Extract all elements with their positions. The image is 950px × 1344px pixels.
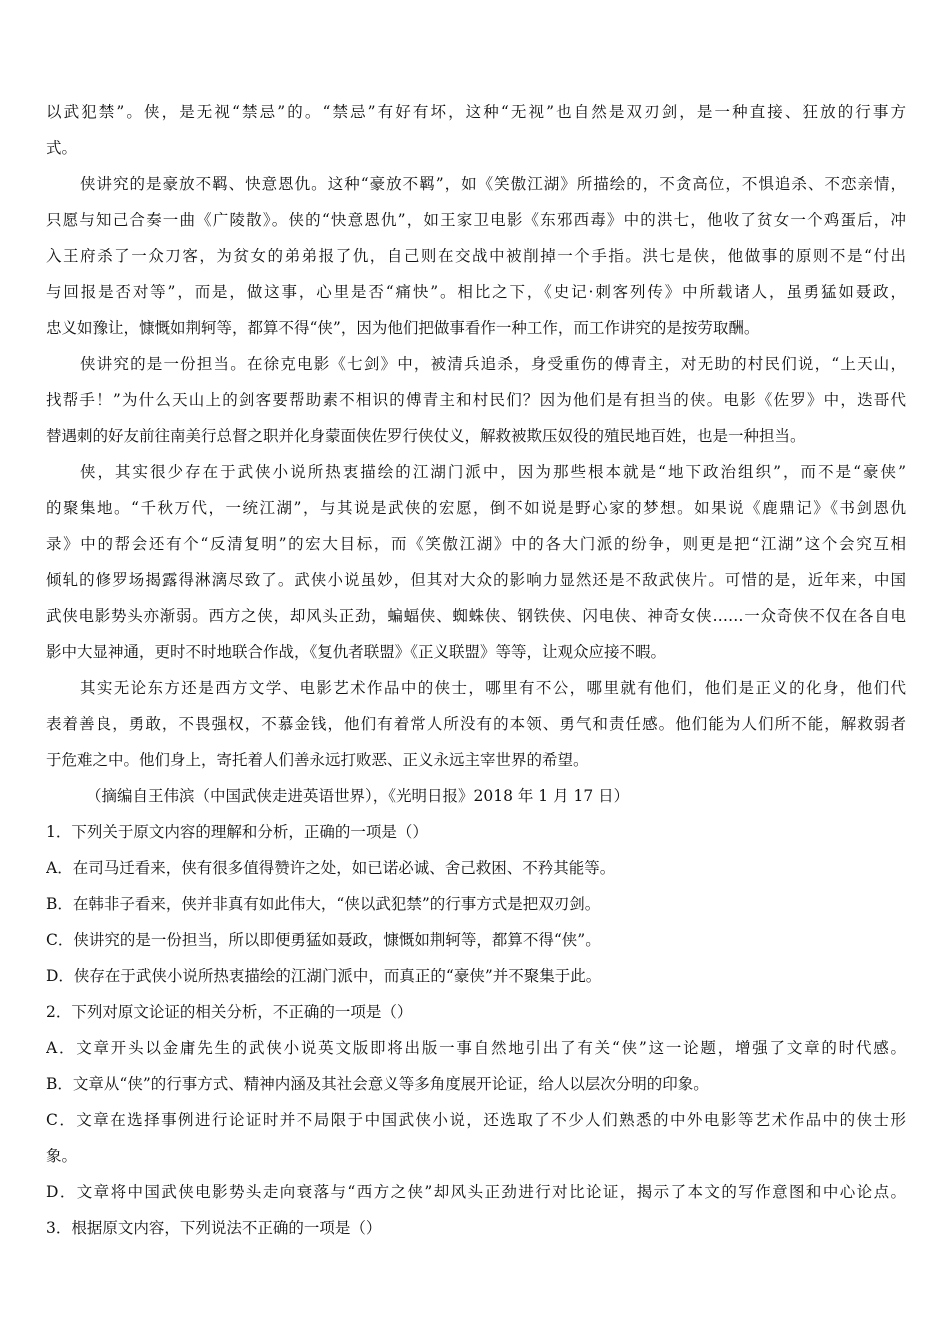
text-line: 只愿与知己合奏一曲《广陵散》。侠的“快意恩仇”，如王家卫电影《东邪西毒》中的洪七，他收了贫女一个鸡蛋后，冲 [46,211,906,229]
text-line: 以武犯禁”。侠，是无视“禁忌”的。“禁忌”有好有坏，这种“无视”也自然是双刃剑，是一种直接、狂放的行事方 [46,103,906,121]
text-line: 替遇刺的好友前往南美行总督之职并化身蒙面侠佐罗行侠仗义，解救被欺压奴役的殖民地百姓，也是一种担当。 [46,427,806,445]
paragraph-start-line: 侠，其实很少存在于武侠小说所热衷描绘的江湖门派中，因为那些根本就是“地下政治组织”，而不是“豪侠” [80,463,906,481]
question-3: 3．根据原文内容，下列说法不正确的一项是（） [46,1219,382,1237]
question-2-option-b: B．文章从“侠”的行事方式、精神内涵及其社会意义等多角度展开论证，给人以层次分明的印象。 [46,1075,709,1093]
text-line: 的聚集地。“千秋万代，一统江湖”，与其说是武侠的宏愿，倒不如说是野心家的梦想。如果说《鹿鼎记》《书剑恩仇 [46,499,906,517]
source-citation: （摘编自王伟滨（中国武侠走进英语世界），《光明日报》2018 年 1 月 17 日） [86,787,630,805]
question-1-option-d: D．侠存在于武侠小说所热衷描绘的江湖门派中，而真正的“豪侠”并不聚集于此。 [46,967,602,985]
text-line: 找帮手！”为什么天山上的剑客要帮助素不相识的傅青主和村民们？因为他们是有担当的侠。电影《佐罗》中，迭哥代 [46,391,906,409]
paragraph-start-line: 侠讲究的是豪放不羁、快意恩仇。这种“豪放不羁”，如《笑傲江湖》所描绘的，不贪高位，不惧追杀、不恋亲情， [80,175,906,193]
text-line: 录》中的帮会还有个“反清复明”的宏大目标，而《笑傲江湖》中的各大门派的纷争，则更是把“江湖”这个会究互相 [46,535,906,553]
text-line: 忠义如豫让，慷慨如荆轲等，都算不得“侠”，因为他们把做事看作一种工作，而工作讲究的是按劳取酬。 [46,319,760,337]
question-2: 2．下列对原文论证的相关分析，不正确的一项是（） [46,1003,413,1021]
question-1-option-a: A．在司马迁看来，侠有很多值得赞许之处，如已诺必诚、舍己救困、不矜其能等。 [46,859,616,877]
paragraph-start-line: 其实无论东方还是西方文学、电影艺术作品中的侠士，哪里有不公，哪里就有他们，他们是正义的化身，他们代 [80,679,906,697]
question-2-option-d: D．文章将中国武侠电影势头走向衰落与“西方之侠”却风头正劲进行对比论证，揭示了本文的写作意图和中心论点。 [46,1183,906,1201]
question-1: 1．下列关于原文内容的理解和分析，正确的一项是（） [46,823,428,841]
text-line: 武侠电影势头亦渐弱。西方之侠，却风头正劲，蝙蝠侠、蜘蛛侠、钢铁侠、闪电侠、神奇女侠……一众奇侠不仅在各自电 [46,607,906,625]
question-2-option-c-continued: 象。 [46,1147,78,1165]
question-1-option-b: B．在韩非子看来，侠并非真有如此伟大，“侠以武犯禁”的行事方式是把双刃剑。 [46,895,601,913]
question-2-option-c: C．文章在选择事例进行论证时并不局限于中国武侠小说，还选取了不少人们熟悉的中外电影等艺术作品中的侠士形 [46,1111,906,1129]
text-line: 表着善良，勇敢，不畏强权，不慕金钱，他们有着常人所没有的本领、勇气和责任感。他们能为人们所不能，解救弱者 [46,715,906,733]
text-line: 与回报是否对等”，而是，做这事，心里是否“痛快”。相比之下，《史记·刺客列传》中所载诸人，虽勇猛如聂政， [46,283,906,301]
text-line: 入王府杀了一众刀客，为贫女的弟弟报了仇，自己则在交战中被削掉一个手指。洪七是侠，他做事的原则不是“付出 [46,247,906,265]
text-line: 影中大显神通，更时不时地联合作战，《复仇者联盟》《正义联盟》等等，让观众应接不暇。 [46,643,667,661]
paragraph-start-line: 侠讲究的是一份担当。在徐克电影《七剑》中，被清兵追杀，身受重伤的傅青主，对无助的村民们说，“上天山， [80,355,906,373]
question-1-option-c: C．侠讲究的是一份担当，所以即便勇猛如聂政，慷慨如荆轲等，都算不得“侠”。 [46,931,601,949]
text-line: 式。 [46,139,78,157]
text-line: 倾轧的修罗场揭露得淋漓尽致了。武侠小说虽妙，但其对大众的影响力显然还是不敌武侠片。可惜的是，近年来，中国 [46,571,906,589]
text-line: 于危难之中。他们身上，寄托着人们善永远打败恶、正义永远主宰世界的希望。 [46,751,589,769]
question-2-option-a: A．文章开头以金庸先生的武侠小说英文版即将出版一事自然地引出了有关“侠”这一论题，增强了文章的时代感。 [46,1039,906,1057]
